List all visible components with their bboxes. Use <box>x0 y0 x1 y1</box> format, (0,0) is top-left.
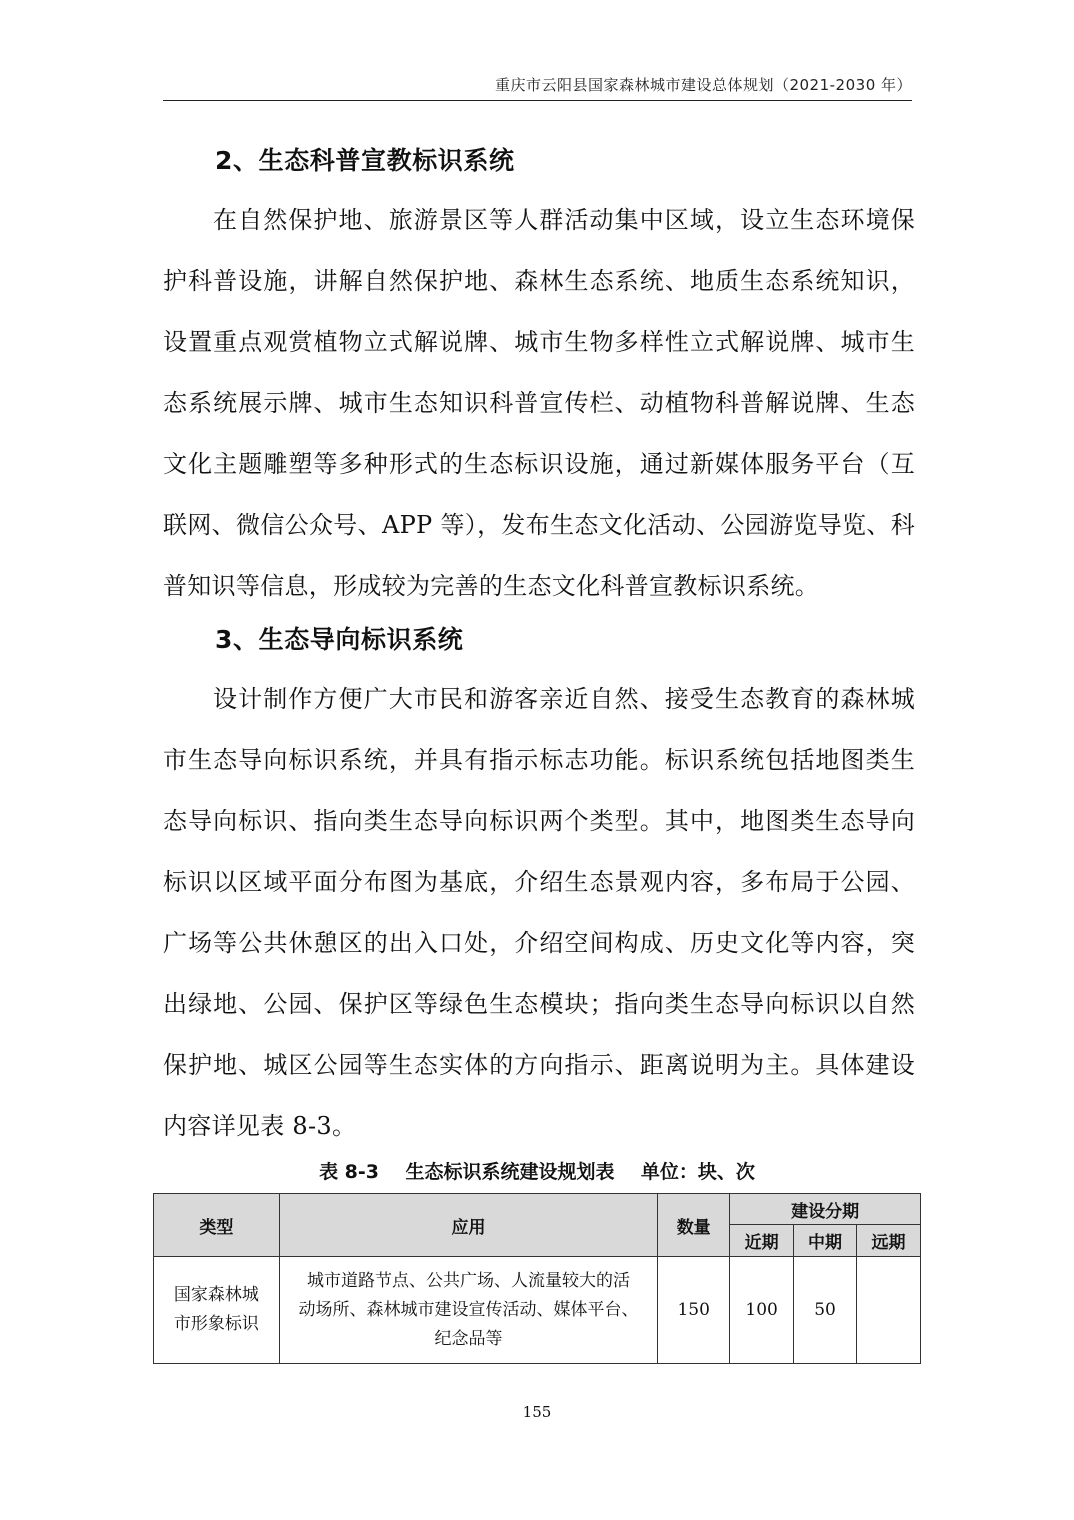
section-paragraph-eco-guidance-signage: 设计制作方便广大市民和游客亲近自然、接受生态教育的森林城市生态导向标识系统，并具有指示标志功能。标识系统包括地图类生态导向标识、指向类生态导向标识两个类型。其中，地图类生态导向标识以区域平面分布图为基底，介绍生态景观内容，多布局于公园、广场等公共休憩区的出入口处，介绍空间构成、历史文化等内容，突出绿地、公园、保护区等绿色生态模块；指向类生态导向标识以自然保护地、城区公园等生态实体的方向指示、距离说明为主。具体建设内容详见表 8-3。 <box>163 685 915 1140</box>
section-heading-eco-guidance-signage: 3、生态导向标识系统 <box>215 625 464 654</box>
header-quantity: 数量 <box>658 1194 730 1257</box>
cell-type <box>154 1257 280 1364</box>
running-header: 重庆市云阳县国家森林城市建设总体规划（2021-2030 年） <box>163 74 912 101</box>
cell-quantity: 150 <box>658 1257 730 1364</box>
header-near-term: 近期 <box>730 1225 794 1257</box>
cell-usage-line: 动场所、森林城市建设宣传活动、媒体平台、 <box>298 1299 639 1320</box>
table-caption: 表 8-3 生态标识系统建设规划表 单位：块、次 <box>319 1161 755 1183</box>
cell-mid-term: 50 <box>794 1257 857 1364</box>
header-long-term: 远期 <box>857 1225 921 1257</box>
cell-type-line: 市形象标识 <box>173 1314 259 1334</box>
signage-plan-table <box>153 1193 921 1364</box>
header-usage: 应用 <box>279 1194 657 1257</box>
cell-usage <box>279 1257 657 1364</box>
cell-usage-line: 城市道路节点、公共广场、人流量较大的活 <box>307 1270 631 1291</box>
table-row <box>154 1257 921 1364</box>
section-heading-science-education-signage: 2、生态科普宣教标识系统 <box>215 146 515 175</box>
header-type: 类型 <box>154 1194 280 1257</box>
header-mid-term: 中期 <box>794 1225 857 1257</box>
cell-usage-line: 纪念品等 <box>434 1328 503 1349</box>
cell-near-term: 100 <box>730 1257 794 1364</box>
cell-long-term <box>857 1257 921 1364</box>
cell-type-line: 国家森林城 <box>173 1285 259 1305</box>
page-number: 155 <box>522 1403 552 1421</box>
header-construction-phases: 建设分期 <box>730 1194 921 1225</box>
section-paragraph-science-education-signage: 在自然保护地、旅游景区等人群活动集中区域，设立生态环境保护科普设施，讲解自然保护地、森林生态系统、地质生态系统知识，设置重点观赏植物立式解说牌、城市生物多样性立式解说牌、城市生态系统展示牌、城市生态知识科普宣传栏、动植物科普解说牌、生态文化主题雕塑等多种形式的生态标识设施，通过新媒体服务平台（互联网、微信公众号、APP 等），发布生态文化活动、公园游览导览、科普知识等信息，形成较为完善的生态文化科普宣教标识系统。 <box>163 206 915 600</box>
